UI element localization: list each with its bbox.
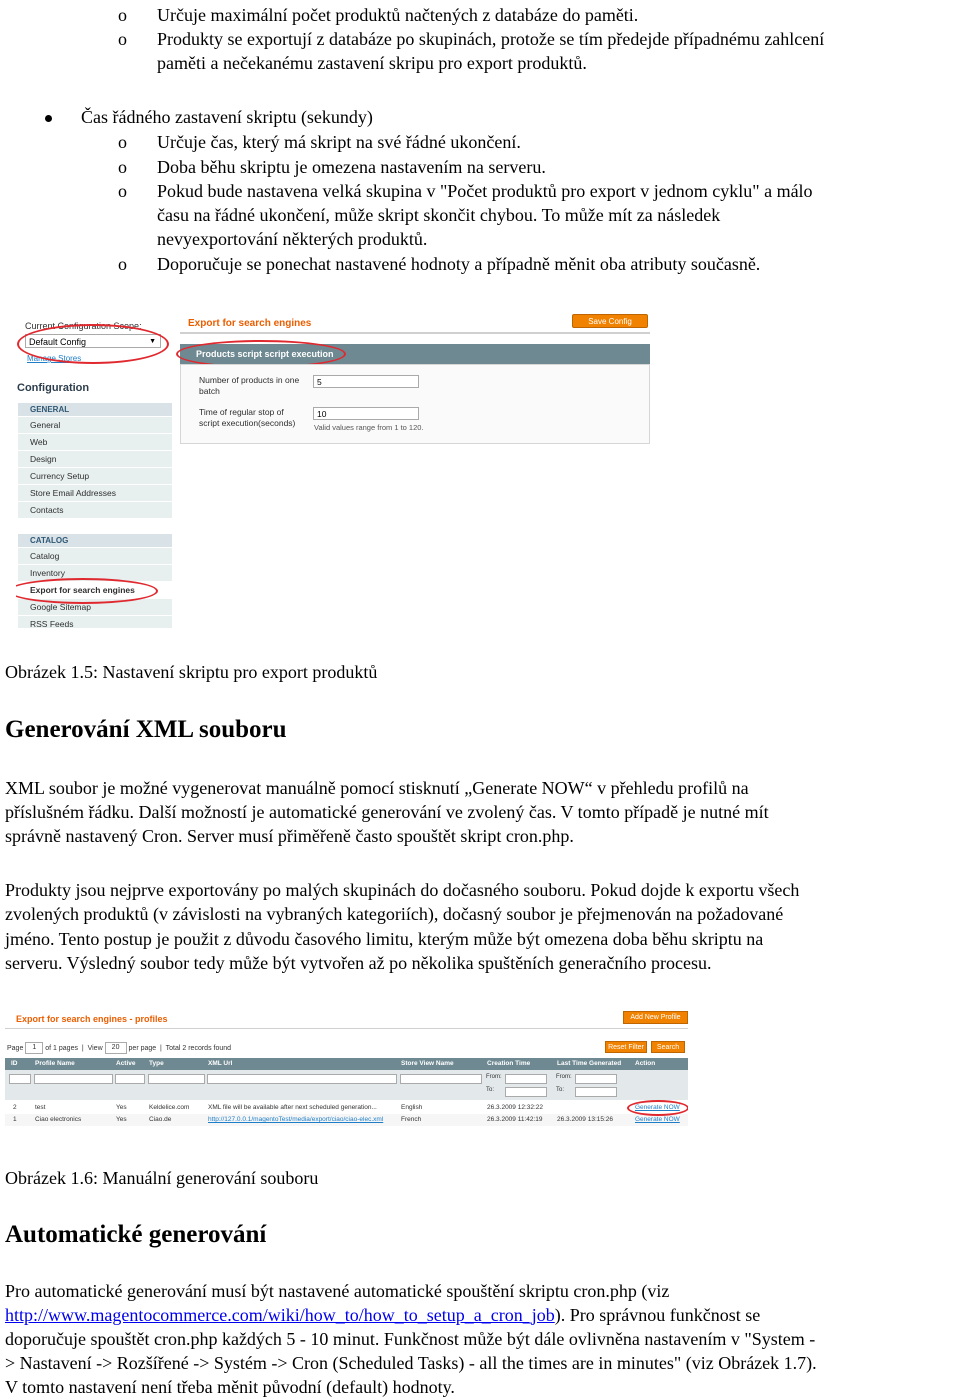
group-catalog[interactable]: CATALOG xyxy=(18,534,172,547)
sidebar-item-inventory[interactable]: Inventory xyxy=(18,565,172,582)
filter-created-from[interactable] xyxy=(505,1074,547,1084)
scope-value: Default Config xyxy=(29,337,87,347)
filter-id-input[interactable] xyxy=(9,1074,31,1084)
field2-hint: Valid values range from 1 to 120. xyxy=(314,423,424,432)
pager-view-label: View xyxy=(87,1044,103,1052)
field2-label: Time of regular stop of script execution(seconds) xyxy=(199,407,296,428)
list-item-cont: nevyexportování některých produktů. xyxy=(157,229,428,249)
table-row[interactable] xyxy=(5,1114,688,1126)
divider xyxy=(180,332,650,334)
sidebar-item-web[interactable]: Web xyxy=(18,434,172,451)
col-store-view[interactable]: Store View Name xyxy=(401,1060,454,1067)
sidebar-item-sitemap[interactable]: Google Sitemap xyxy=(18,599,172,616)
reset-filter-button[interactable]: Reset Filter xyxy=(605,1041,647,1053)
filter-last-from[interactable] xyxy=(575,1074,617,1084)
col-type[interactable]: Type xyxy=(149,1060,164,1067)
cell-id: 2 xyxy=(13,1104,17,1111)
paragraph-line: příslušném řádku. Další možností je automatické generování ve zvolený čas. V tomto případě je nutné mít xyxy=(5,802,769,822)
list-item: Doba běhu skriptu je omezena nastavením na serveru. xyxy=(157,157,546,177)
section-heading: Automatické generování xyxy=(5,1221,267,1248)
save-config-button[interactable]: Save Config xyxy=(572,314,648,328)
cell-created: 26.3.2009 11:42:19 xyxy=(487,1116,543,1123)
paragraph-text: ). Pro správnou funkčnost se xyxy=(554,1305,761,1325)
sidebar-item-design[interactable]: Design xyxy=(18,451,172,468)
sidebar-item-export[interactable]: Export for search engines xyxy=(18,582,172,599)
config-screenshot xyxy=(16,312,650,628)
cell-name: test xyxy=(35,1104,46,1111)
col-action: Action xyxy=(635,1060,656,1067)
pager-page-label: Page xyxy=(7,1044,24,1052)
list-marker: o xyxy=(118,5,127,25)
paragraph-line: > Nastavení -> Rozšířené -> Systém -> Cron (Scheduled Tasks) - all the times are in minutes" (viz Obrázek 1.7). xyxy=(5,1353,817,1373)
filter-row xyxy=(5,1070,688,1100)
highlight-ellipse xyxy=(627,1100,688,1116)
cell-active: Yes xyxy=(116,1104,127,1111)
stop-time-input[interactable]: 10 xyxy=(313,407,419,420)
list-marker: o xyxy=(118,29,127,49)
list-item: Produkty se exportují z databáze po skupinách, protože se tím předejde případnému zahlcení xyxy=(157,29,825,49)
filter-created-to[interactable] xyxy=(505,1087,547,1097)
cell-type: Keldelice.com xyxy=(149,1104,190,1111)
filter-last-to[interactable] xyxy=(575,1087,617,1097)
filter-url-input[interactable] xyxy=(207,1074,397,1084)
settings-panel xyxy=(180,364,650,444)
bullet-title: Čas řádného zastavení skriptu (sekundy) xyxy=(81,107,373,127)
list-marker: o xyxy=(118,132,127,152)
cell-last: 26.3.2009 13:15:26 xyxy=(557,1116,614,1123)
sidebar-item-general[interactable]: General xyxy=(18,417,172,434)
filter-to-label: To: xyxy=(556,1087,565,1093)
sidebar-item-rss[interactable]: RSS Feeds xyxy=(18,616,172,628)
paragraph-line: jméno. Tento postup je použit z důvodu časového limitu, kterým může být omezena doba běhu skriptu na xyxy=(5,929,764,949)
per-page-select[interactable]: 20 xyxy=(105,1042,127,1054)
list-item-cont: paměti a nečekanému zastavení skripu pro export produktů. xyxy=(157,53,587,73)
cell-name: Ciao electronics xyxy=(35,1116,82,1123)
pager-per-page: per page xyxy=(128,1044,157,1052)
section-heading: Generování XML souboru xyxy=(5,716,287,743)
cell-active: Yes xyxy=(116,1116,127,1123)
main-title: Export for search engines xyxy=(188,318,312,329)
paragraph-line: doporučuje spouštět cron.php každých 5 - 10 minut. Funkčnost může být dále ovlivněna nastavením v "System - xyxy=(5,1329,816,1349)
col-creation-time[interactable]: Creation Time xyxy=(487,1060,531,1067)
divider xyxy=(5,1028,688,1029)
cron-wiki-link[interactable]: http://www.magentocommerce.com/wiki/how_to/how_to_setup_a_cron_job xyxy=(5,1305,555,1325)
batch-size-input[interactable]: 5 xyxy=(313,375,419,388)
paragraph-line: zvolených produktů (v závislosti na vybraných kategoriích), dočasný soubor je přejmenován na požadované xyxy=(5,904,784,924)
col-profile-name[interactable]: Profile Name xyxy=(35,1060,75,1067)
paragraph-line: XML soubor je možné vygenerovat manuálně pomocí stisknutí „Generate NOW“ v přehledu profilů na xyxy=(5,778,749,798)
scope-label: Current Configuration Scope: xyxy=(25,321,142,331)
cell-store: French xyxy=(401,1116,422,1123)
paragraph-line: správně nastavený Cron. Server musí přiměřeně často spouštět skript cron.php. xyxy=(5,826,574,846)
table-row[interactable] xyxy=(5,1102,688,1114)
filter-from-label: From: xyxy=(556,1074,572,1080)
highlight-ellipse xyxy=(17,324,169,364)
page-input[interactable]: 1 xyxy=(25,1042,43,1054)
group-general[interactable]: GENERAL xyxy=(18,403,172,416)
figure-caption: Obrázek 1.5: Nastavení skriptu pro export produktů xyxy=(5,662,378,682)
generate-now-link[interactable]: Generate NOW xyxy=(635,1116,680,1123)
paragraph-line: Produkty jsou nejprve exportovány po malých skupinách do dočasného souboru. Pokud dojde k exportu všech xyxy=(5,880,800,900)
list-item: Určuje čas, který má skript na své řádné ukončení. xyxy=(157,132,521,152)
filter-active-select[interactable] xyxy=(115,1074,145,1084)
paragraph-line: V tomto nastavení není třeba měnit původní (default) hodnoty. xyxy=(5,1377,455,1397)
pager-total: Total 2 records found xyxy=(165,1044,232,1052)
config-sidebar xyxy=(16,312,172,628)
col-last-generated[interactable]: Last Time Generated xyxy=(557,1060,622,1067)
pager: Page 1 of 1 pages | View 20 per page | Total 2 records found xyxy=(7,1042,231,1054)
list-item: Doporučuje se ponechat nastavené hodnoty a případně měnit oba atributy současně. xyxy=(157,254,761,274)
profiles-title: Export for search engines - profiles xyxy=(16,1014,168,1024)
add-profile-button[interactable]: Add New Profile xyxy=(623,1011,688,1024)
cell-id: 1 xyxy=(13,1116,17,1123)
cell-url-link[interactable]: http://127.0.0.1/magentoTest/media/export/ciao/ciao-elec.xml xyxy=(208,1116,384,1123)
col-xml-url[interactable]: XML Url xyxy=(208,1060,233,1067)
bullet-dot xyxy=(45,115,52,122)
paragraph-line xyxy=(5,1303,760,1327)
paragraph-line: Pro automatické generování musí být nastavené automatické spouštění skriptu cron.php (viz xyxy=(5,1281,670,1301)
filter-store-select[interactable] xyxy=(400,1074,482,1084)
sidebar-item-contacts[interactable]: Contacts xyxy=(18,502,172,519)
col-id[interactable]: ID xyxy=(11,1060,18,1067)
cell-url: XML file will be available after next scheduled generation... xyxy=(208,1104,377,1111)
section-header[interactable]: Products script script execution xyxy=(180,344,650,364)
sidebar-item-email[interactable]: Store Email Addresses xyxy=(18,485,172,502)
cell-created: 26.3.2009 12:32:22 xyxy=(487,1104,544,1111)
list-item-cont: času na řádné ukončení, může skript skončit chybou. To může mít za následek xyxy=(157,205,721,225)
filter-from-label: From: xyxy=(486,1074,502,1080)
col-active[interactable]: Active xyxy=(116,1060,136,1067)
field1-label: Number of products in one batch xyxy=(199,375,300,396)
list-item: Určuje maximální počet produktů načtených z databáze do paměti. xyxy=(157,5,639,25)
cell-type: Ciao.de xyxy=(149,1116,172,1123)
filter-name-input[interactable] xyxy=(34,1074,113,1084)
profiles-screenshot xyxy=(5,1008,688,1126)
list-item: Pokud bude nastavena velká skupina v "Počet produktů pro export v jednom cyklu" a málo xyxy=(157,181,813,201)
pager-of: of 1 pages xyxy=(45,1044,78,1052)
search-button[interactable]: Search xyxy=(651,1041,685,1053)
list-marker: o xyxy=(118,157,127,177)
list-marker: o xyxy=(118,254,127,274)
sidebar-item-catalog[interactable]: Catalog xyxy=(18,548,172,565)
manage-stores-link[interactable]: Manage Stores xyxy=(27,354,82,363)
filter-type-select[interactable] xyxy=(148,1074,205,1084)
list-marker: o xyxy=(118,181,127,201)
cell-store: English xyxy=(401,1104,423,1111)
filter-to-label: To: xyxy=(486,1087,495,1093)
table-header xyxy=(5,1058,688,1070)
paragraph-line: serveru. Výsledný soubor tedy může být vytvořen až po několika spuštěních generačního procesu. xyxy=(5,953,712,973)
figure-caption: Obrázek 1.6: Manuální generování souboru xyxy=(5,1168,319,1188)
sidebar-item-currency[interactable]: Currency Setup xyxy=(18,468,172,485)
generate-now-link[interactable]: Generate NOW xyxy=(635,1104,680,1111)
chevron-down-icon: ▼ xyxy=(149,338,156,345)
configuration-heading: Configuration xyxy=(17,382,90,394)
